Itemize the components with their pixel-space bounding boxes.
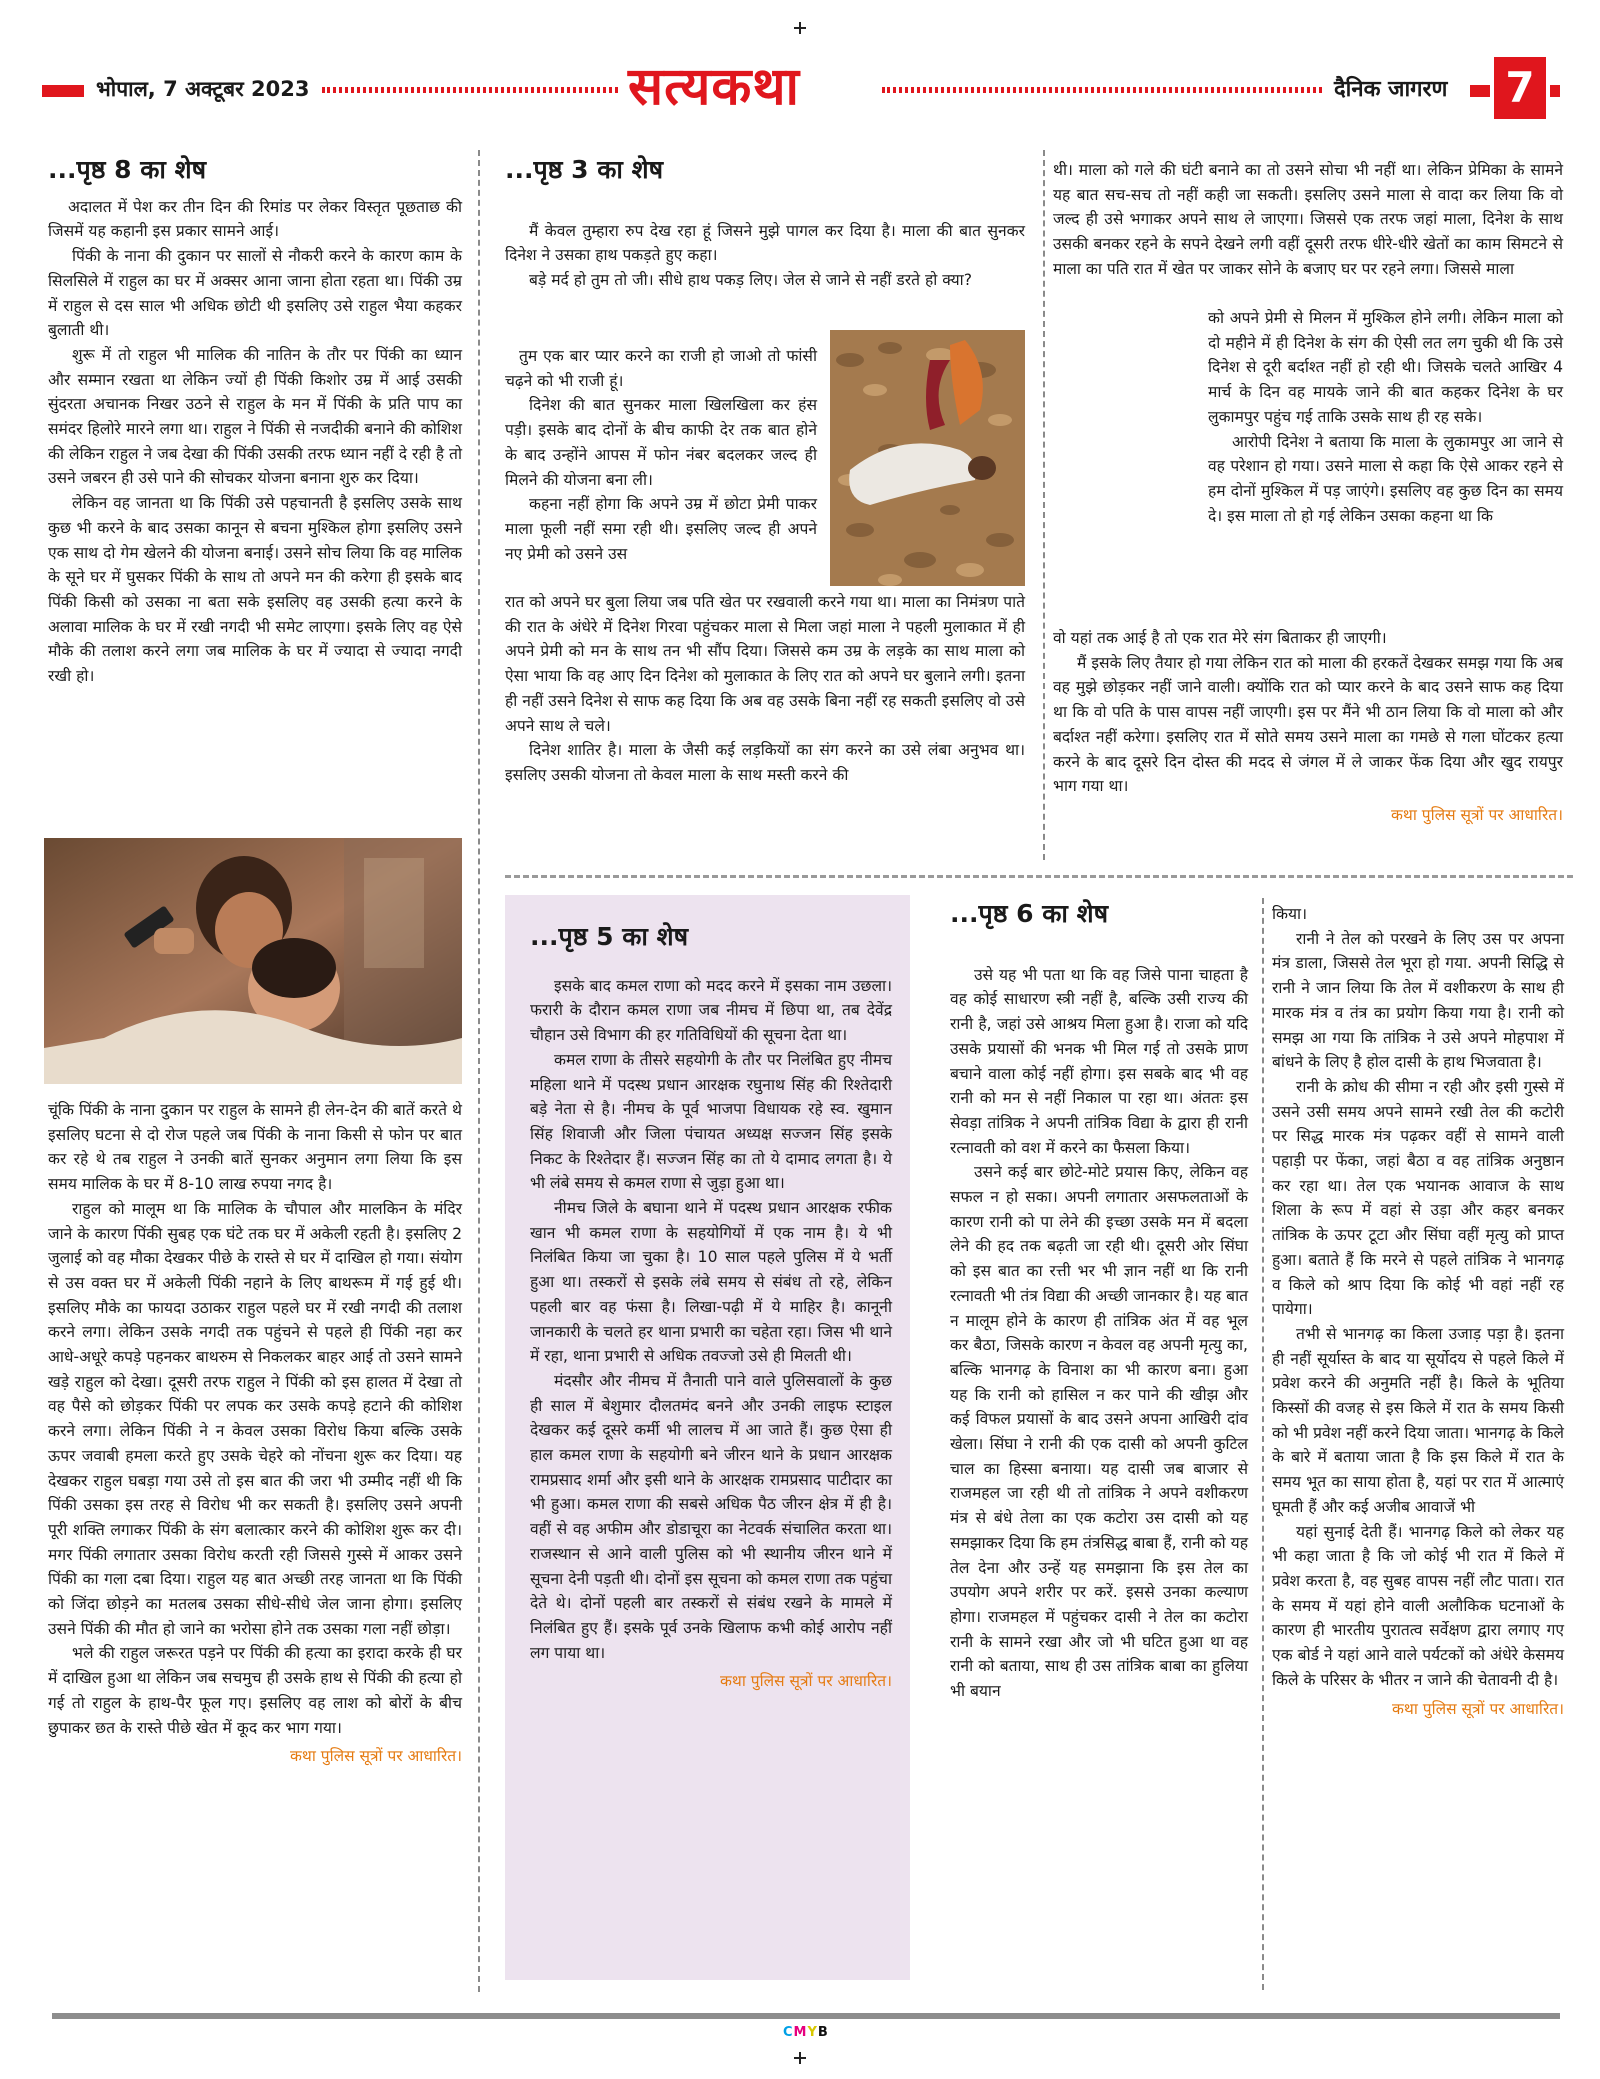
paragraph: मैं इसके लिए तैयार हो गया लेकिन रात को माला की हरकतें देखकर समझ गया कि अब वह मुझे छोड़कर नहीं जाने वाली। क्योंकि रात को प्यार करने के बाद उसने साफ कह दिया था कि वो पति के पास वापस नहीं जाएगी। इस पर मैंने भी ठान लिया कि वो माला को और बर्दाश्त नहीं करेगा। इसलिए रात में सोते समय उसने माला का गमछे से गला घोंटकर हत्या करने के बाद दूसरे दिन दोस्त की मदद से जंगल में ले जाकर फेंक दिया और खुद रायपुर भाग गया था। <box>1053 653 1563 796</box>
paragraph: थी। माला को गले की घंटी बनाने का तो उसने सोचा भी नहीं था। लेकिन प्रेमिका के सामने यह बात सच-सच तो नहीं कही जा सकती। इसलिए उसने माला से वादा कर लिया कि वो जल्द ही उसे भगाकर अपने साथ ले जाएगा। जिससे एक तरफ जहां माला, दिनेश के साथ उसकी बनकर रहने के सपने देखने लगी वहीं दूसरी तरफ धीरे-धीरे खेतों का काम सिमटने से माला का पति रात में खेत पर जाकर सोने के बजाए घर पर रहने लगा। जिससे माला <box>1053 161 1563 278</box>
ink-b: B <box>817 2025 829 2040</box>
paragraph: लेकिन वह जानता था कि पिंकी उसे पहचानती है इसलिए उसके साथ कुछ भी करने के बाद उसका कानून से बचना मुश्किल होगा इसलिए उसने एक साथ दो गेम खेलने की योजना बनाई। उसने सोच लिया कि वह मालिक के सूने घर में घुसकर पिंकी के साथ तो अपने मन की करेगा ही इसके बाद पिंकी किसी को उसका ना बता सके इसलिए वह उसकी हत्या करने के अलावा मालिक के घर में रखी नगदी भी समेट लाएगा। इसके लिए वह ऐसे मौके की तलाश करने लगा जब मालिक के घर में ज्यादा से ज्यादा नगदी रखी हो। <box>48 494 462 686</box>
story-column-3-bottom <box>1053 626 1563 828</box>
masthead-red-bar <box>1550 85 1560 97</box>
masthead-red-bar <box>42 85 84 97</box>
paragraph: किया। <box>1272 905 1308 923</box>
masthead-dotted-rule <box>322 87 618 93</box>
continuation-heading: ...पृष्ठ 8 का शेष <box>48 155 207 184</box>
source-credit: कथा पुलिस सूत्रों पर आधारित। <box>290 1747 462 1766</box>
paragraph: रानी ने तेल को परखने के लिए उस पर अपना मंत्र डाला, जिससे तेल भूरा हो गया. अपनी सिद्धि से रानी ने जान लिया कि तेल में वशीकरण के साथ ही मारक मंत्र व तंत्र का प्रयोग किया गया है। रानी को समझ आ गया कि तांत्रिक ने उसे अपने मोहपाश में बांधने के लिए है होल दासी के हाथ भिजवाता है। <box>1272 929 1564 1072</box>
paragraph: को अपने प्रेमी से मिलन में मुश्किल होने लगी। लेकिन माला को दो महीने में ही दिनेश के संग की ऐसी लत लग चुकी थी कि उसे दिनेश से दूरी बर्दाश्त नहीं हो रही थी। जिसके चलते आखिर 4 मार्च के दिन वह मायके जाने की बात कहकर दिनेश के घर लुकामपुर पहुंच गई ताकि उसके साथ ही रह सके। <box>1208 309 1563 426</box>
paragraph: उसे यह भी पता था कि वह जिसे पाना चाहता है वह कोई साधारण स्त्री नहीं है, बल्कि उसी राज्य की रानी है, जहां उसे आश्रय मिला हुआ है। राजा को यदि उसके प्रयासों की भनक भी मिल गई तो उसके प्राण बचाने वाला कोई नहीं होगा। इस सबके बाद भी वह रानी को मन से नहीं निकाल पा रहा था। अंततः इस सेवड़ा तांत्रिक ने अपनी तांत्रिक विद्या के द्वारा ही रानी रत्नावती को वश में करने का फैसला किया। <box>950 965 1248 1157</box>
footer-rule <box>52 2013 1560 2019</box>
paragraph: इसके बाद कमल राणा को मदद करने में इसका नाम उछला। फरारी के दौरान कमल राणा जब नीमच में छिपा था, तब देवेंद्र चौहान उसे विभाग की हर गतिविधियों की सूचना देता था। <box>530 976 892 1045</box>
story-column-2-narrow <box>505 344 817 566</box>
masthead-red-bar <box>1470 85 1490 97</box>
ink-m: M <box>793 2025 808 2040</box>
edition-date: भोपाल, 7 अक्टूबर 2023 <box>96 77 310 101</box>
source-credit: कथा पुलिस सूत्रों पर आधारित। <box>1392 1699 1564 1718</box>
paragraph: राहुल को मालूम था कि मालिक के चौपाल और मालकिन के मंदिर जाने के कारण पिंकी सुबह एक घंटे तक घर में अकेली रहती है। इसलिए 2 जुलाई को वह मौका देखकर पीछे के रास्ते से घर में दाखिल हो गया। संयोग से उस वक्त घर में अकेली पिंकी नहाने के लिए बाथरूम में गई हुई थी। इसलिए मौके का फायदा उठाकर राहुल पहले घर में रखी नगदी की तलाश करने लगा। लेकिन उसके नगदी तक पहुंचने से पहले ही पिंकी नहा कर आधे-अधूरे कपड़े पहनकर बाथरुम से निकलकर बाहर आई तो उसने सामने खड़े राहुल को देखा। दूसरी तरफ राहुल ने पिंकी को इस हालत में देखा तो वह पैसे को छोड़कर पिंकी पर लपक कर उसके कपड़े हटाने की कोशिश करने लगा। लेकिन पिंकी ने न केवल उसका विरोध किया बल्कि उसके ऊपर जवाबी हमला करते हुए उसके चेहरे को नोंचना शुरू कर दिया। यह देखकर राहुल घबड़ा गया उसे तो इस बात की जरा भी उम्मीद नहीं थी कि पिंकी उसका इस तरह से विरोध भी कर सकती है। इसलिए उसने अपनी पूरी शक्ति लगाकर पिंकी के संग बलात्कार करने की कोशिश शुरू कर दी। मगर पिंकी लगातार उसका विरोध करती रही जिससे गुस्से में आकर उसने पिंकी का गला दबा दिया। राहुल यह बात अच्छी तरह जानता था कि पिंकी को जिंदा छोड़ने का मतलब उसका सीधे-सीधे जेल जाना होगा। इसलिए उसने पिंकी की मौत हो जाने का भरोसा होने तक उसका गला नहीं छोड़ा। <box>48 1199 462 1638</box>
paragraph: नीमच जिले के बघाना थाने में पदस्थ प्रधान आरक्षक रफीक खान भी कमल राणा के सहयोगियों में एक नाम है। ये भी निलंबित किया जा चुका है। 10 साल पहले पुलिस में ये भर्ती हुआ था। तस्करों से इसके लंबे समय से संबंध तो रहे, लेकिन पहली बार वह फंसा है। लिखा-पढ़ी में ये माहिर है। कानूनी जानकारी के चलते हर थाना प्रभारी का चहेता रहा। जिस भी थाने में रहा, थाना प्रभारी से अधिक तवज्जो उसे ही मिलती थी। <box>530 1199 892 1366</box>
continuation-heading: ...पृष्ठ 6 का शेष <box>950 899 1109 928</box>
paragraph: दिनेश की बात सुनकर माला खिलखिला कर हंस पड़ी। इसके बाद दोनों के बीच काफी देर तक बात होने के बाद उन्होंने आपस में फोन नंबर बदलकर जल्द ही मिलने की योजना बना ली। <box>505 396 817 489</box>
paragraph: बड़े मर्द हो तुम तो जी। सीधे हाथ पकड़ लिए। जेल से जाने से नहीं डरते हो क्या? <box>529 271 972 290</box>
paragraph: भले की राहुल जरूरत पड़ने पर पिंकी की हत्या का इरादा करके ही घर में दाखिल हुआ था लेकिन जब सचमुच ही उसके हाथ से पिंकी की हत्या हो गई तो राहुल के हाथ-पैर फूल गए। इसलिए वह लाश को बोरों के बीच छुपाकर छत के रास्ते पीछे खेत में कूद कर भाग गया। <box>48 1644 462 1737</box>
story-column-page6 <box>950 899 1248 1704</box>
story-column-2-top <box>505 155 1025 293</box>
paragraph: वो यहां तक आई है तो एक रात मेरे संग बिताकर ही जाएगी। <box>1053 629 1387 647</box>
column-divider <box>478 150 480 1992</box>
story-photo-couple <box>44 838 462 1084</box>
story-column-1-bottom <box>48 1098 462 1769</box>
paragraph: कहना नहीं होगा कि अपने उम्र में छोटा प्रेमी पाकर माला फूली नहीं समा रही थी। इसलिए जल्द ही अपने नए प्रेमी को उसने उस <box>505 495 817 563</box>
story-column-7 <box>1272 902 1564 1721</box>
story-photo-crime-scene <box>830 330 1025 586</box>
color-registration-label <box>783 2025 829 2040</box>
continuation-heading: ...पृष्ठ 3 का शेष <box>505 155 664 184</box>
ink-y: Y <box>807 2025 818 2040</box>
section-divider <box>505 875 1573 878</box>
photo-illustration <box>44 838 462 1084</box>
paragraph: अदालत में पेश कर तीन दिन की रिमांड पर लेकर विस्तृत पूछताछ की जिसमें यह कहानी इस प्रकार सामने आई। <box>48 197 462 241</box>
story-column-3-top <box>1053 158 1563 282</box>
paragraph: शुरू में तो राहुल भी मालिक की नातिन के तौर पर पिंकी का ध्यान और सम्मान रखता था लेकिन ज्यों ही पिंकी किशोर उम्र में आई उसकी सुंदरता अचानक निखर उठने से राहुल के मन में पिंकी के प्रति पाप का समंदर हिलोरे मारने लगा था। राहुल ने पिंकी से नजदीकी बनाने की कोशिश की लेकिन राहुल ने जब देखा की पिंकी उसकी तरफ ध्यान नहीं दे रही है तो उसने जबरन ही उसे पाने की सोचकर योजना बनाना शुरु कर दिया। <box>48 345 462 488</box>
story-column-1-top <box>48 155 462 689</box>
paragraph: यहां सुनाई देती हैं। भानगढ़ किले को लेकर यह भी कहा जाता है कि जो कोई भी रात में किले में प्रवेश करता है, वह सुबह वापस नहीं लौट पाता। रात के समय में यहां होने वाली अलौकिक घटनाओं के कारण ही भारतीय पुरातत्व सर्वेक्षण द्वारा लगाए गए एक बोर्ड ने यहां आने वाले पर्यटकों को अंधेरे केसमय किले के परिसर के भीतर न जाने की चेतावनी दी है। <box>1272 1522 1564 1689</box>
story-column-page5 <box>530 922 892 1694</box>
paragraph: रानी के क्रोध की सीमा न रही और इसी गुस्से में उसने उसी समय अपने सामने रखी तेल की कटोरी पर सिद्ध मारक मंत्र पढ़कर वहीं से सामने वाली पहाड़ी पर फेंका, जहां बैठा व वह तांत्रिक अनुष्ठान कर रहा था। तेल एक भयानक आवाज के साथ शिला के रूप में वहां से उड़ा और कहर बनकर तांत्रिक के ऊपर टूटा और सिंघा वहीं मृत्यु को प्राप्त हुआ। बताते हैं कि मरने से पहले तांत्रिक ने भानगढ़ व किले को श्राप दिया कि कोई भी वहां नहीं रह पायेगा। <box>1272 1077 1564 1319</box>
continuation-heading: ...पृष्ठ 5 का शेष <box>530 922 689 951</box>
paragraph: चूंकि पिंकी के नाना दुकान पर राहुल के सामने ही लेन-देन की बातें करते थे इसलिए घटना से दो रोज पहले जब पिंकी के नाना किसी से फोन पर बात कर रहे थे तब राहुल ने उनकी बातें सुनकर अनुमान लगा लिया कि इस समय मालिक के घर में 8-10 लाख रुपया नगद है। <box>48 1101 462 1194</box>
source-credit: कथा पुलिस सूत्रों पर आधारित। <box>1391 805 1563 824</box>
story-column-2-bottom <box>505 590 1025 788</box>
ink-c: C <box>783 2025 794 2040</box>
story-column-3-narrow <box>1208 306 1563 528</box>
paragraph: पिंकी के नाना की दुकान पर सालों से नौकरी करने के कारण काम के सिलसिले में राहुल का घर में अक्सर आना जाना होता रहता था। पिंकी उम्र में राहुल से दस साल भी अधिक छोटी थी इसलिए उसे राहुल भैया कहकर बुलाती थी। <box>48 247 462 340</box>
paragraph: तुम एक बार प्यार करने का राजी हो जाओ तो फांसी चढ़ने को भी राजी हूं। <box>505 347 817 390</box>
paragraph: कमल राणा के तीसरे सहयोगी के तौर पर निलंबित हुए नीमच महिला थाने में पदस्थ प्रधान आरक्षक रघुनाथ सिंह की रिश्तेदारी बड़े नेता से है। नीमच के पूर्व भाजपा विधायक रहे स्व. खुमान सिंह शिवाजी और जिला पंचायत अध्यक्ष सज्जन सिंह इसके निकट के रिश्तेदार हैं। सज्जन सिंह का तो ये दामाद लगता है। ये भी लंबे समय से कमल राणा से जुड़ा हुआ था। <box>530 1050 892 1193</box>
column-divider <box>1043 150 1045 860</box>
source-credit: कथा पुलिस सूत्रों पर आधारित। <box>720 1672 892 1691</box>
paragraph: मैं केवल तुम्हारा रुप देख रहा हूं जिसने मुझे पागल कर दिया है। माला की बात सुनकर दिनेश ने उसका हाथ पकड़ते हुए कहा। <box>505 221 1025 265</box>
masthead <box>0 55 1600 125</box>
photo-illustration <box>830 330 1025 586</box>
page-number: 7 <box>1494 57 1546 119</box>
paragraph: उसने कई बार छोटे-मोटे प्रयास किए, लेकिन वह सफल न हो सका। अपनी लगातार असफलताओं के कारण रानी को पा लेने की इच्छा उसके मन में बदला लेने की हद तक बढ़ती जा रही थी। दूसरी ओर सिंघा को इस बात का रत्ती भर भी ज्ञान नहीं था कि रानी रत्नावती भी तंत्र विद्या की अच्छी जानकार है। यह बात न मालूम होने के कारण ही तांत्रिक अंत में वह भूल कर बैठा, जिसके कारण न केवल वह अपनी मृत्यु का, बल्कि भानगढ़ के विनाश का भी कारण बना। हुआ यह कि रानी को हासिल न कर पाने की खीझ और कई विफल प्रयासों के बाद उसने अपना आखिरी दांव खेला। सिंघा ने रानी की एक दासी को अपनी कुटिल चाल का हिस्सा बनाया। यह दासी जब बाजार से राजमहल जा रही थी तो तांत्रिक ने अपने वशीकरण मंत्र से बंधे तेला का एक कटोरा उस दासी को यह समझाकर दिया कि हम तंत्रसिद्ध बाबा हैं, रानी को यह तेल देना और उन्हें यह समझाना कि इस तेल का उपयोग अपने शरीर पर करें. इससे उनका कल्याण होगा। राजमहल में पहुंचकर दासी ने तेल का कटोरा रानी के सामने रखा और जो भी घटित हुआ था वह रानी को बताया, साथ ही उस तांत्रिक बाबा का हुलिया भी बयान <box>950 1163 1248 1701</box>
paragraph: दिनेश शातिर है। माला के जैसी कई लड़कियों का संग करने का उसे लंबा अनुभव था। इसलिए उसकी योजना तो केवल माला के साथ मस्ती करने की <box>505 741 1025 784</box>
masthead-dotted-rule <box>882 87 1322 93</box>
registration-mark-bottom <box>794 2052 806 2064</box>
paragraph: आरोपी दिनेश ने बताया कि माला के लुकामपुर आ जाने से वह परेशान हो गया। उसने माला से कहा कि ऐसे आकर रहने से हम दोनों मुश्किल में पड़ जाएंगे। इसलिए वह कुछ दिन का समय दे। इस माला तो हो गई लेकिन उसका कहना था कि <box>1208 432 1563 525</box>
column-divider <box>1262 898 1264 1990</box>
newspaper-name: दैनिक जागरण <box>1334 77 1448 102</box>
paragraph: रात को अपने घर बुला लिया जब पति खेत पर रखवाली करने गया था। माला का निमंत्रण पाते की रात के अंधेरे में दिनेश गिरवा पहुंचकर माला से मिला जहां माला ने पहली मुलाकात में ही अपने प्रेमी को मन के साथ तन भी सौंप दिया। जिससे कम उम्र के लड़के का साथ माला को ऐसा भाया कि वह आए दिन दिनेश को मुलाकात के लिए रात को अपने घर बुलाने लगी। इतना ही नहीं उसने दिनेश से साफ कह दिया कि अब वह उसके बिना नहीं रह सकती इसलिए वो उसे अपने साथ ले चले। <box>505 593 1025 735</box>
section-title: सत्यकथा <box>628 56 801 117</box>
paragraph: तभी से भानगढ़ का किला उजाड़ पड़ा है। इतना ही नहीं सूर्यास्त के बाद या सूर्योदय से पहले किले में प्रवेश करने की अनुमति नहीं है। किले के भूतिया किस्सों की वजह से इस किले में रात के समय किसी को भी प्रवेश नहीं करने दिया जाता। भानगढ़ के किले के बारे में बताया जाता है कि इस किले में रात के समय भूत का साया होता है, यहां पर रात में आत्माएं घूमती हैं और कई अजीब आवाजें भी <box>1272 1324 1564 1516</box>
paragraph: मंदसौर और नीमच में तैनाती पाने वाले पुलिसवालों के कुछ ही साल में बेशुमार दौलतमंद बनने और उनकी लाइफ स्टाइल देखकर कई दूसरे कर्मी भी लालच में आ जाते हैं। कुछ ऐसा ही हाल कमल राणा के सहयोगी बने जीरन थाने के प्रधान आरक्षक रामप्रसाद शर्मा और इसी थाने के आरक्षक रामप्रसाद पाटीदार का भी हुआ। कमल राणा की सबसे अधिक पैठ जीरन क्षेत्र में ही है। वहीं से वह अफीम और डोडाचूरा का नेटवर्क संचालित करता था। राजस्थान से आने वाली पुलिस को भी स्थानीय जीरन थाने में सूचना देनी पड़ती थी। दोनों इस सूचना को कमल राणा तक पहुंचा देते थे। दोनों पहली बार तस्करों से संबंध रखने के मामले में निलंबित हुए हैं। इसके पूर्व उनके खिलाफ कभी कोई आरोप नहीं लग पाया था। <box>530 1371 892 1662</box>
registration-mark-top <box>794 22 806 34</box>
